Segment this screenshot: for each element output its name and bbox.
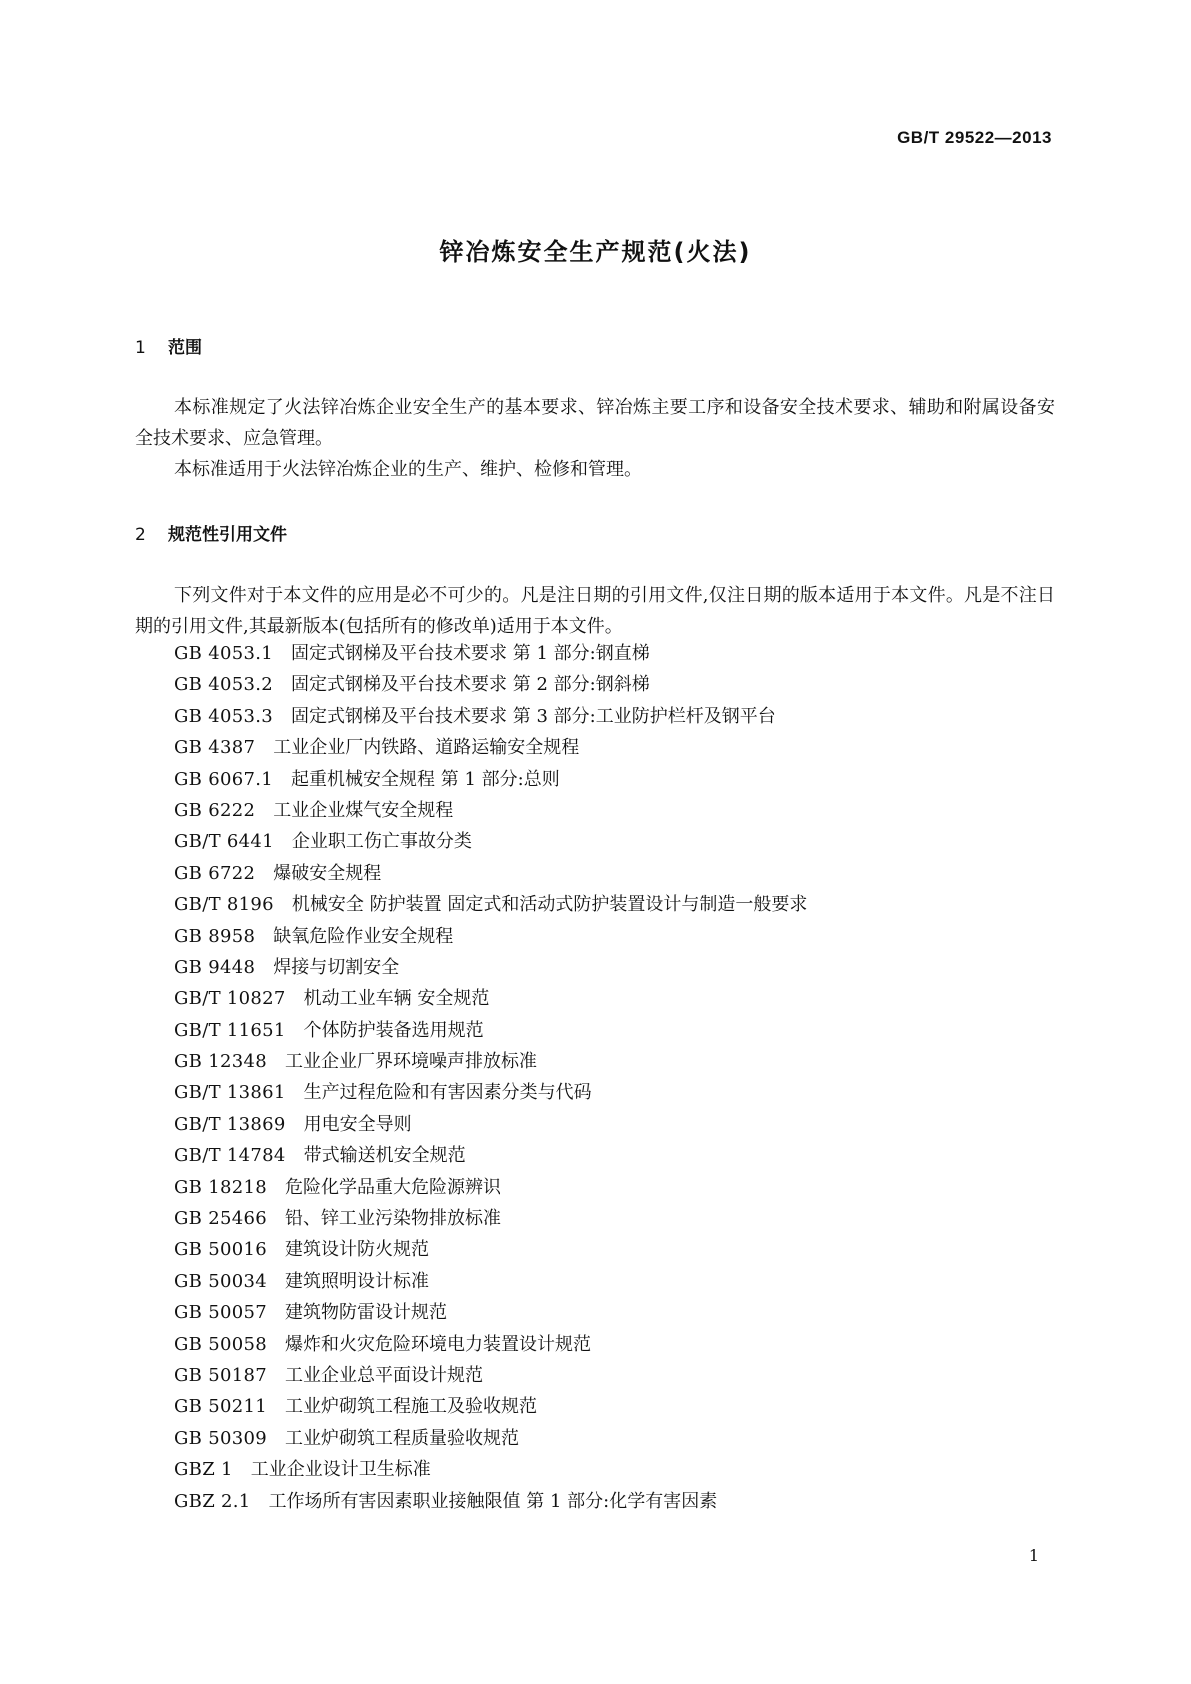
reference-title: 生产过程危险和有害因素分类与代码 bbox=[303, 1082, 592, 1104]
reference-code: GB 50211 bbox=[174, 1396, 267, 1418]
reference-item bbox=[174, 701, 807, 732]
reference-code: GB 50016 bbox=[174, 1239, 267, 1261]
reference-code: GB 4053.3 bbox=[174, 705, 274, 727]
section-title: 规范性引用文件 bbox=[168, 525, 287, 545]
reference-code: GB 50058 bbox=[174, 1333, 267, 1355]
reference-title: 铅、锌工业污染物排放标准 bbox=[285, 1208, 501, 1230]
section-title: 范围 bbox=[168, 338, 202, 358]
reference-item bbox=[174, 1140, 807, 1171]
section-number: 1 bbox=[135, 338, 146, 358]
reference-title: 固定式钢梯及平台技术要求 第 3 部分:工业防护栏杆及钢平台 bbox=[291, 705, 776, 727]
reference-item bbox=[174, 952, 807, 983]
reference-item bbox=[174, 732, 807, 763]
reference-item bbox=[174, 858, 807, 889]
reference-title: 工业炉砌筑工程施工及验收规范 bbox=[285, 1396, 537, 1418]
reference-item bbox=[174, 795, 807, 826]
scope-paragraph-1: 本标准规定了火法锌冶炼企业安全生产的基本要求、锌冶炼主要工序和设备安全技术要求、辅助和附属设备安全技术要求、应急管理。 bbox=[135, 397, 1055, 449]
reference-item bbox=[174, 1266, 807, 1297]
reference-item bbox=[174, 1046, 807, 1077]
reference-title: 企业职工伤亡事故分类 bbox=[291, 831, 472, 853]
reference-title: 用电安全导则 bbox=[303, 1113, 412, 1135]
reference-title: 机械安全 防护装置 固定式和活动式防护装置设计与制造一般要求 bbox=[291, 894, 808, 916]
reference-title: 建筑照明设计标准 bbox=[285, 1270, 429, 1292]
reference-item bbox=[174, 1486, 807, 1517]
reference-code: GB 50309 bbox=[174, 1427, 267, 1449]
reference-code: GB 12348 bbox=[174, 1051, 267, 1073]
reference-title: 焊接与切割安全 bbox=[273, 956, 400, 978]
standard-code: GB/T 29522—2013 bbox=[897, 128, 1052, 147]
section-heading-scope bbox=[135, 333, 202, 358]
reference-code: GB 50057 bbox=[174, 1302, 267, 1324]
reference-item bbox=[174, 669, 807, 700]
reference-item bbox=[174, 1109, 807, 1140]
reference-code: GB 25466 bbox=[174, 1208, 267, 1230]
reference-code: GB 18218 bbox=[174, 1176, 267, 1198]
reference-title: 固定式钢梯及平台技术要求 第 1 部分:钢直梯 bbox=[291, 643, 650, 664]
reference-item bbox=[174, 1015, 807, 1046]
reference-code: GB 6067.1 bbox=[174, 768, 274, 790]
reference-item bbox=[174, 1329, 807, 1360]
reference-item bbox=[174, 889, 807, 920]
reference-code: GBZ 2.1 bbox=[174, 1490, 251, 1512]
reference-code: GB 50187 bbox=[174, 1364, 267, 1386]
document-title: 锌冶炼安全生产规范(火法) bbox=[439, 238, 752, 266]
reference-item bbox=[174, 921, 807, 952]
reference-code: GB/T 6441 bbox=[174, 831, 274, 853]
reference-code: GBZ 1 bbox=[174, 1459, 233, 1481]
reference-title: 工业企业设计卫生标准 bbox=[250, 1459, 431, 1481]
reference-title: 工业炉砌筑工程质量验收规范 bbox=[285, 1427, 519, 1449]
reference-title: 爆炸和火灾危险环境电力装置设计规范 bbox=[285, 1333, 591, 1355]
reference-item bbox=[174, 983, 807, 1014]
reference-code: GB/T 10827 bbox=[174, 988, 286, 1010]
section-heading-normative-references bbox=[135, 520, 287, 545]
page-number: 1 bbox=[1028, 1546, 1039, 1565]
reference-title: 工业企业煤气安全规程 bbox=[273, 799, 454, 821]
reference-code: GB 6722 bbox=[174, 862, 256, 884]
reference-code: GB/T 11651 bbox=[174, 1019, 286, 1041]
reference-item bbox=[174, 1172, 807, 1203]
reference-list bbox=[174, 638, 807, 1517]
reference-title: 个体防护装备选用规范 bbox=[303, 1019, 484, 1041]
reference-code: GB 8958 bbox=[174, 925, 256, 947]
reference-title: 带式输送机安全规范 bbox=[303, 1145, 466, 1167]
reference-title: 工作场所有害因素职业接触限值 第 1 部分:化学有害因素 bbox=[268, 1490, 718, 1512]
reference-item bbox=[174, 1360, 807, 1391]
reference-item bbox=[174, 1077, 807, 1108]
reference-code: GB 4053.2 bbox=[174, 674, 274, 696]
reference-item bbox=[174, 1454, 807, 1485]
reference-title: 爆破安全规程 bbox=[273, 862, 382, 884]
reference-title: 危险化学品重大危险源辨识 bbox=[285, 1176, 501, 1198]
reference-title: 建筑物防雷设计规范 bbox=[285, 1302, 447, 1324]
reference-item bbox=[174, 1297, 807, 1328]
reference-code: GB 9448 bbox=[174, 956, 256, 978]
reference-title: 工业企业厂界环境噪声排放标准 bbox=[285, 1051, 537, 1073]
reference-title: 建筑设计防火规范 bbox=[285, 1239, 429, 1261]
reference-code: GB 4387 bbox=[174, 737, 256, 759]
reference-item bbox=[174, 826, 807, 857]
reference-title: 起重机械安全规程 第 1 部分:总则 bbox=[291, 768, 560, 790]
reference-item bbox=[174, 1391, 807, 1422]
reference-code: GB/T 8196 bbox=[174, 894, 274, 916]
reference-code: GB 6222 bbox=[174, 799, 256, 821]
references-intro-paragraph: 下列文件对于本文件的应用是必不可少的。凡是注日期的引用文件,仅注日期的版本适用于本文件。凡是不注日期的引用文件,其最新版本(包括所有的修改单)适用于本文件。 bbox=[135, 585, 1055, 637]
reference-item bbox=[174, 1203, 807, 1234]
scope-paragraph-2: 本标准适用于火法锌冶炼企业的生产、维护、检修和管理。 bbox=[174, 459, 642, 480]
reference-title: 工业企业总平面设计规范 bbox=[285, 1364, 483, 1386]
reference-code: GB 50034 bbox=[174, 1270, 267, 1292]
reference-item bbox=[174, 638, 807, 669]
reference-title: 固定式钢梯及平台技术要求 第 2 部分:钢斜梯 bbox=[291, 674, 650, 696]
section-number: 2 bbox=[135, 525, 146, 545]
reference-title: 机动工业车辆 安全规范 bbox=[303, 988, 490, 1010]
reference-item bbox=[174, 764, 807, 795]
reference-code: GB/T 14784 bbox=[174, 1145, 286, 1167]
reference-code: GB 4053.1 bbox=[174, 643, 274, 664]
reference-item bbox=[174, 1234, 807, 1265]
reference-code: GB/T 13861 bbox=[174, 1082, 286, 1104]
reference-item bbox=[174, 1423, 807, 1454]
reference-title: 缺氧危险作业安全规程 bbox=[273, 925, 454, 947]
reference-title: 工业企业厂内铁路、道路运输安全规程 bbox=[273, 737, 580, 759]
reference-code: GB/T 13869 bbox=[174, 1113, 286, 1135]
